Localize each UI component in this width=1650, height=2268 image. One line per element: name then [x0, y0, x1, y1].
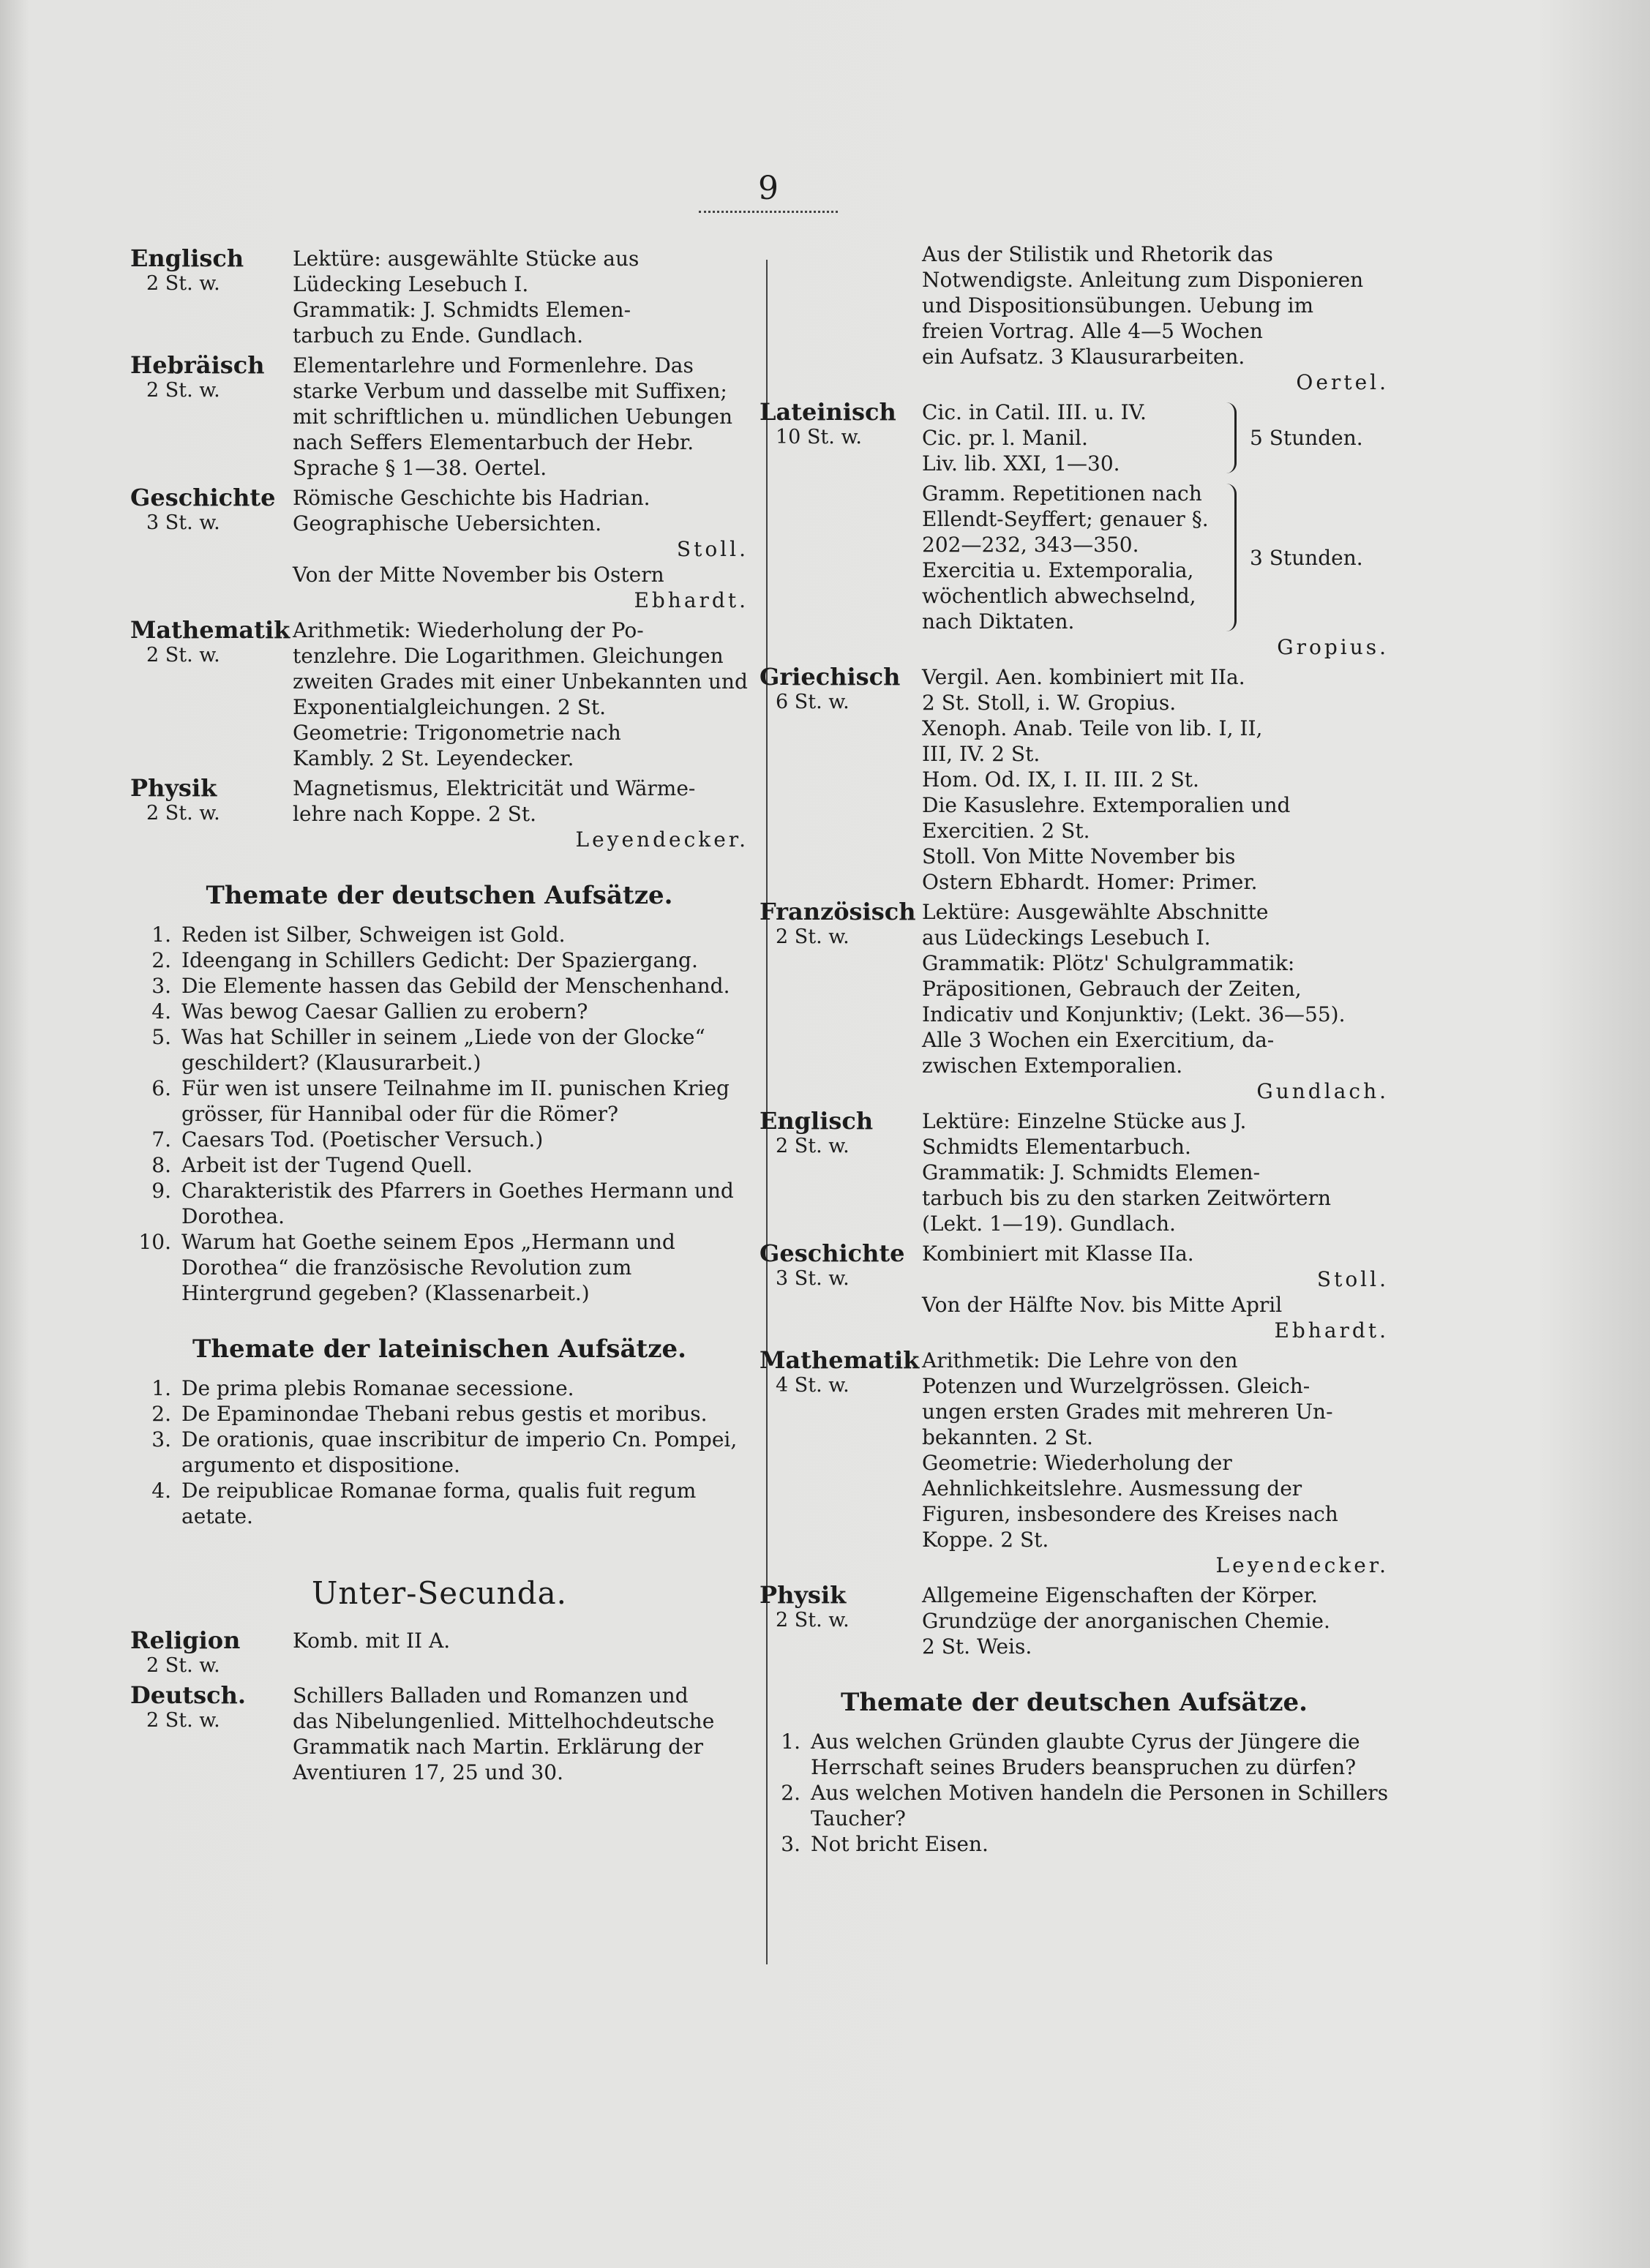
subject-line: starke Verbum und dasselbe mit Suffixen;: [293, 379, 727, 403]
item-text: Aus welchen Motiven handeln die Personen in Schillers Taucher?: [811, 1781, 1389, 1830]
list-item: [130, 1478, 749, 1529]
subject-line: Kambly. 2 St. Leyendecker.: [293, 746, 574, 770]
subject-line: zwischen Extemporalien.: [922, 1054, 1183, 1078]
subject-name: Lateinisch: [760, 398, 896, 426]
subject-line: Römische Geschichte bis Hadrian.: [293, 486, 650, 510]
list-item: [130, 999, 749, 1024]
text-line: ein Aufsatz. 3 Klausurarbeiten.: [922, 345, 1245, 369]
item-text: Caesars Tod. (Poetischer Versuch.): [181, 1127, 544, 1152]
item-number: 4.: [151, 999, 171, 1024]
subject-hours: 2 St. w.: [146, 1709, 220, 1732]
subject-head: [760, 664, 922, 895]
latin-essays-list: [130, 1375, 749, 1529]
subject-body: [293, 1628, 749, 1678]
subject-line: mit schriftlichen u. mündlichen Uebungen: [293, 405, 733, 429]
subject-line: Ebhardt.: [634, 588, 749, 612]
subject-physik: [130, 776, 749, 852]
subject-line: Leyendecker.: [575, 827, 749, 852]
subject-name: Deutsch.: [130, 1681, 247, 1709]
text-line: und Dispositionsübungen. Uebung im: [922, 293, 1314, 318]
item-text: Warum hat Goethe seinem Epos „Hermann und Dorothea“ die französische Revolution zum Hintergrund gegeben? (Klassenarbeit.): [181, 1230, 675, 1305]
right-column: [760, 241, 1389, 1857]
subject-hours: 6 St. w.: [776, 691, 850, 713]
subject-line: Grammatik nach Martin. Erklärung der: [293, 1735, 704, 1759]
subject-body: [293, 485, 749, 613]
subject-line: 2 St. Weis.: [922, 1634, 1032, 1659]
subject-deutsch: [130, 1683, 749, 1785]
item-text: De orationis, quae inscribitur de imperio Cn. Pompei, argumento et dispositione.: [181, 1427, 738, 1477]
item-number: 9.: [151, 1179, 171, 1203]
subject-name: Physik: [130, 774, 217, 802]
list-item: [760, 1831, 1389, 1857]
subject-line: ungen ersten Grades mit mehreren Un-: [922, 1400, 1333, 1424]
subject-line: aus Lüdeckings Lesebuch I.: [922, 925, 1211, 950]
subject-line: Vergil. Aen. kombiniert mit IIa.: [922, 665, 1245, 689]
subject-line: Komb. mit II A.: [293, 1629, 451, 1653]
subject-body: [922, 1241, 1389, 1343]
subject-line: tarbuch zu Ende. Gundlach.: [293, 323, 583, 348]
list-item: [130, 973, 749, 999]
list-item: [130, 1375, 749, 1401]
subject-head: [760, 1108, 922, 1236]
subject-line: Lektüre: Einzelne Stücke aus J.: [922, 1109, 1247, 1133]
latin-reading-hours: 5 Stunden.: [1250, 426, 1363, 450]
subject-hours: 2 St. w.: [776, 1135, 850, 1157]
subject-name: Englisch: [130, 244, 244, 272]
subject-body: [922, 1582, 1389, 1659]
item-text: Die Elemente hassen das Gebild der Menschenhand.: [181, 974, 730, 998]
list-item: [130, 922, 749, 947]
subject-line: Hom. Od. IX, I. II. III. 2 St.: [922, 767, 1199, 792]
subject-name: Geschichte: [760, 1239, 905, 1267]
brace-mark: [1224, 484, 1237, 631]
subject-name: Französisch: [760, 898, 916, 925]
subject-line: nach Seffers Elementarbuch der Hebr.: [293, 430, 694, 454]
list-item: [130, 1178, 749, 1229]
teacher-name: Gropius.: [1277, 635, 1389, 659]
subject-line: Arithmetik: Die Lehre von den: [922, 1348, 1238, 1373]
subject-englisch: [130, 246, 749, 348]
subject-head: [130, 617, 293, 771]
subject-line: Alle 3 Wochen ein Exercitium, da-: [922, 1028, 1275, 1052]
list-item: [130, 1127, 749, 1152]
subject-line: (Lekt. 1—19). Gundlach.: [922, 1212, 1176, 1236]
subject-line: Grammatik: J. Schmidts Elemen-: [293, 298, 631, 322]
text-line: 202—232, 343—350.: [922, 533, 1139, 557]
subject-head: [760, 1582, 922, 1659]
subject-line: zweiten Grades mit einer Unbekannten und: [293, 669, 748, 694]
subject-body: [293, 617, 749, 771]
subject-head: [760, 1348, 922, 1578]
item-number: 7.: [151, 1127, 171, 1152]
subject-lateinisch: [760, 399, 1389, 660]
left-subjects-bottom: [130, 1628, 749, 1785]
subject-head: [130, 776, 293, 852]
subject-line: Exercitien. 2 St.: [922, 819, 1090, 843]
subject-body: [922, 1348, 1389, 1578]
item-number: 2.: [151, 1402, 171, 1426]
subject-hours: 2 St. w.: [146, 379, 220, 402]
subject-line: Stoll.: [676, 537, 749, 561]
subject-body: [293, 1683, 749, 1785]
item-number: 2.: [151, 948, 171, 972]
subject-line: Schmidts Elementarbuch.: [922, 1135, 1191, 1159]
list-item: [760, 1780, 1389, 1831]
item-number: 1.: [781, 1730, 800, 1754]
subject-geschichte: [130, 485, 749, 613]
subject-line: Grammatik: J. Schmidts Elemen-: [922, 1160, 1261, 1184]
item-text: Reden ist Silber, Schweigen ist Gold.: [181, 923, 566, 947]
subject-line: Schillers Balladen und Romanzen und: [293, 1683, 689, 1708]
subject-line: Potenzen und Wurzelgrössen. Gleich-: [922, 1374, 1310, 1398]
item-text: De reipublicae Romanae forma, qualis fuit regum aetate.: [181, 1479, 697, 1528]
subject-name: Religion: [130, 1626, 241, 1654]
subject-name: Hebräisch: [130, 351, 265, 379]
text-line: Ellendt-Seyffert; genauer §.: [922, 507, 1209, 531]
subject-body: [922, 899, 1389, 1104]
subject-hours: 10 St. w.: [776, 426, 862, 448]
subject-line: Leyendecker.: [1215, 1553, 1389, 1577]
latin-grammar-hours: 3 Stunden.: [1250, 545, 1363, 570]
subject-line: Xenoph. Anab. Teile von lib. I, II,: [922, 716, 1263, 740]
list-item: [130, 1229, 749, 1306]
subject-line: Lektüre: ausgewählte Stücke aus: [293, 247, 640, 271]
left-subjects-top: [130, 246, 749, 852]
subject-griechisch: [760, 664, 1389, 895]
item-number: 1.: [151, 1376, 171, 1400]
list-item: [130, 1427, 749, 1478]
german-essays-list: [130, 922, 749, 1306]
item-text: Arbeit ist der Tugend Quell.: [181, 1153, 473, 1177]
subject-line: Exponentialgleichungen. 2 St.: [293, 695, 607, 719]
item-text: De Epaminondae Thebani rebus gestis et moribus.: [181, 1402, 708, 1426]
item-number: 3.: [781, 1832, 800, 1856]
subject-line: Geometrie: Trigonometrie nach: [293, 721, 621, 745]
subject-line: bekannten. 2 St.: [922, 1425, 1093, 1449]
class-title: Unter-Secunda.: [312, 1575, 567, 1611]
page-number-rule: [699, 211, 838, 213]
subject-französisch: [760, 899, 1389, 1104]
item-number: 5.: [151, 1025, 171, 1049]
item-number: 3.: [151, 1427, 171, 1452]
list-item: [130, 947, 749, 973]
subject-line: Grundzüge der anorganischen Chemie.: [922, 1609, 1330, 1633]
subject-mathematik: [130, 617, 749, 771]
subject-line: Die Kasuslehre. Extemporalien und: [922, 793, 1291, 817]
subject-line: 2 St. Stoll, i. W. Gropius.: [922, 691, 1177, 715]
subject-name: Mathematik: [760, 1346, 920, 1374]
item-text: Was bewog Caesar Gallien zu erobern?: [181, 999, 588, 1024]
subject-body: [293, 246, 749, 348]
list-item: [130, 1024, 749, 1075]
item-text: Ideengang in Schillers Gedicht: Der Spaziergang.: [181, 948, 698, 972]
subject-head: [130, 1628, 293, 1678]
subject-head: [760, 1241, 922, 1343]
list-item: [130, 1152, 749, 1178]
subject-line: Grammatik: Plötz' Schulgrammatik:: [922, 951, 1295, 975]
subject-englisch: [760, 1108, 1389, 1236]
subject-name: Geschichte: [130, 484, 276, 511]
subject-line: Gundlach.: [1256, 1079, 1389, 1103]
text-line: freien Vortrag. Alle 4—5 Wochen: [922, 319, 1263, 343]
subject-mathematik: [760, 1348, 1389, 1578]
item-number: 10.: [138, 1230, 171, 1254]
subject-head: [760, 899, 922, 1104]
subject-head: [130, 485, 293, 613]
subject-body: [293, 353, 749, 481]
subject-line: Aehnlichkeitslehre. Ausmessung der: [922, 1476, 1302, 1501]
subject-head: [130, 246, 293, 348]
list-item: [760, 1729, 1389, 1780]
subject-line: Geometrie: Wiederholung der: [922, 1451, 1232, 1475]
subject-line: Lektüre: Ausgewählte Abschnitte: [922, 900, 1269, 924]
subject-line: Aventiuren 17, 25 und 30.: [293, 1760, 564, 1784]
subject-line: Allgemeine Eigenschaften der Körper.: [922, 1583, 1318, 1607]
subject-line: Von der Hälfte Nov. bis Mitte April: [922, 1293, 1283, 1317]
rhetoric-intro: [760, 241, 1389, 395]
left-column: [130, 241, 749, 1785]
subject-hours: 2 St. w.: [146, 802, 220, 825]
subject-hours: 2 St. w.: [776, 925, 850, 948]
subject-religion: [130, 1628, 749, 1678]
subject-body: [293, 776, 749, 852]
text-line: Notwendigste. Anleitung zum Disponieren: [922, 268, 1364, 292]
text-line: nach Diktaten.: [922, 609, 1075, 634]
subject-line: Ostern Ebhardt. Homer: Primer.: [922, 870, 1258, 894]
item-text: Für wen ist unsere Teilnahme im II. punischen Krieg grösser, für Hannibal oder für die Römer?: [181, 1076, 730, 1126]
subject-name: Physik: [760, 1581, 847, 1609]
item-number: 6.: [151, 1076, 171, 1100]
text-line: Oertel.: [1296, 370, 1389, 394]
right-german-essays-title: Themate der deutschen Aufsätze.: [841, 1688, 1308, 1717]
text-line: Aus der Stilistik und Rhetorik das: [922, 242, 1273, 266]
subject-hours: 2 St. w.: [146, 272, 220, 295]
subject-line: Kombiniert mit Klasse IIa.: [922, 1242, 1194, 1266]
subject-body: [922, 1108, 1389, 1236]
brace-mark: [1224, 402, 1237, 473]
subject-line: Präpositionen, Gebrauch der Zeiten,: [922, 977, 1302, 1001]
list-item: [130, 1401, 749, 1427]
subject-head: [130, 353, 293, 481]
page-number: 9: [758, 170, 779, 207]
subject-physik: [760, 1582, 1389, 1659]
subject-line: Sprache § 1—38. Oertel.: [293, 456, 547, 480]
german-essays-title: Themate der deutschen Aufsätze.: [206, 881, 673, 910]
latin-grammar-block: [922, 481, 1389, 634]
text-line: wöchentlich abwechselnd,: [922, 584, 1196, 608]
subject-line: Magnetismus, Elektricität und Wärme-: [293, 776, 696, 800]
subject-line: Stoll.: [1316, 1267, 1389, 1291]
text-line: Cic. pr. l. Manil.: [922, 426, 1088, 450]
subject-line: tarbuch bis zu den starken Zeitwörtern: [922, 1186, 1332, 1210]
item-number: 8.: [151, 1153, 171, 1177]
item-text: Charakteristik des Pfarrers in Goethes Hermann und Dorothea.: [181, 1179, 734, 1228]
item-number: 3.: [151, 974, 171, 998]
latin-essays-title: Themate der lateinischen Aufsätze.: [192, 1334, 686, 1364]
subject-hebräisch: [130, 353, 749, 481]
item-text: Aus welchen Gründen glaubte Cyrus der Jüngere die Herrschaft seines Bruders beanspruchen zu dürfen?: [811, 1730, 1360, 1779]
subject-line: Stoll. Von Mitte November bis: [922, 844, 1236, 868]
subject-line: Lüdecking Lesebuch I.: [293, 272, 529, 296]
subject-hours: 2 St. w.: [776, 1609, 850, 1631]
subject-body: [922, 664, 1389, 895]
subject-line: Koppe. 2 St.: [922, 1528, 1049, 1552]
subject-line: Ebhardt.: [1274, 1318, 1389, 1343]
right-german-essays-list: [760, 1729, 1389, 1857]
subject-line: lehre nach Koppe. 2 St.: [293, 802, 537, 826]
subject-name: Griechisch: [760, 663, 901, 691]
text-line: Exercitia u. Extemporalia,: [922, 558, 1194, 582]
subject-hours: 2 St. w.: [146, 644, 220, 666]
item-number: 1.: [151, 923, 171, 947]
text-line: Liv. lib. XXI, 1—30.: [922, 451, 1120, 476]
latin-reading-block: [922, 399, 1389, 476]
subject-head: [130, 1683, 293, 1785]
subject-line: Von der Mitte November bis Ostern: [293, 563, 664, 587]
subject-line: Geographische Uebersichten.: [293, 511, 602, 536]
text-line: Cic. in Catil. III. u. IV.: [922, 400, 1147, 424]
subject-line: Indicativ und Konjunktiv; (Lekt. 36—55).: [922, 1002, 1346, 1026]
subject-name: Mathematik: [130, 616, 290, 644]
item-text: Not bricht Eisen.: [811, 1832, 989, 1856]
subject-hours: 2 St. w.: [146, 1654, 220, 1677]
subject-line: das Nibelungenlied. Mittelhochdeutsche: [293, 1709, 715, 1733]
subject-line: tenzlehre. Die Logarithmen. Gleichungen: [293, 644, 724, 668]
item-number: 2.: [781, 1781, 800, 1805]
list-item: [130, 1075, 749, 1127]
subject-hours: 3 St. w.: [776, 1267, 850, 1290]
item-text: De prima plebis Romanae secessione.: [181, 1376, 574, 1400]
subject-hours: 4 St. w.: [776, 1374, 850, 1397]
subject-line: III, IV. 2 St.: [922, 742, 1040, 766]
subject-line: Figuren, insbesondere des Kreises nach: [922, 1502, 1338, 1526]
subject-name: Englisch: [760, 1107, 874, 1135]
subject-hours: 3 St. w.: [146, 511, 220, 534]
subject-geschichte: [760, 1241, 1389, 1343]
text-line: Gramm. Repetitionen nach: [922, 481, 1202, 506]
subject-line: Arithmetik: Wiederholung der Po-: [293, 618, 644, 642]
subject-line: Elementarlehre und Formenlehre. Das: [293, 353, 694, 378]
right-subjects: [760, 664, 1389, 1659]
item-text: Was hat Schiller in seinem „Liede von der Glocke“ geschildert? (Klausurarbeit.): [181, 1025, 705, 1075]
item-number: 4.: [151, 1479, 171, 1503]
